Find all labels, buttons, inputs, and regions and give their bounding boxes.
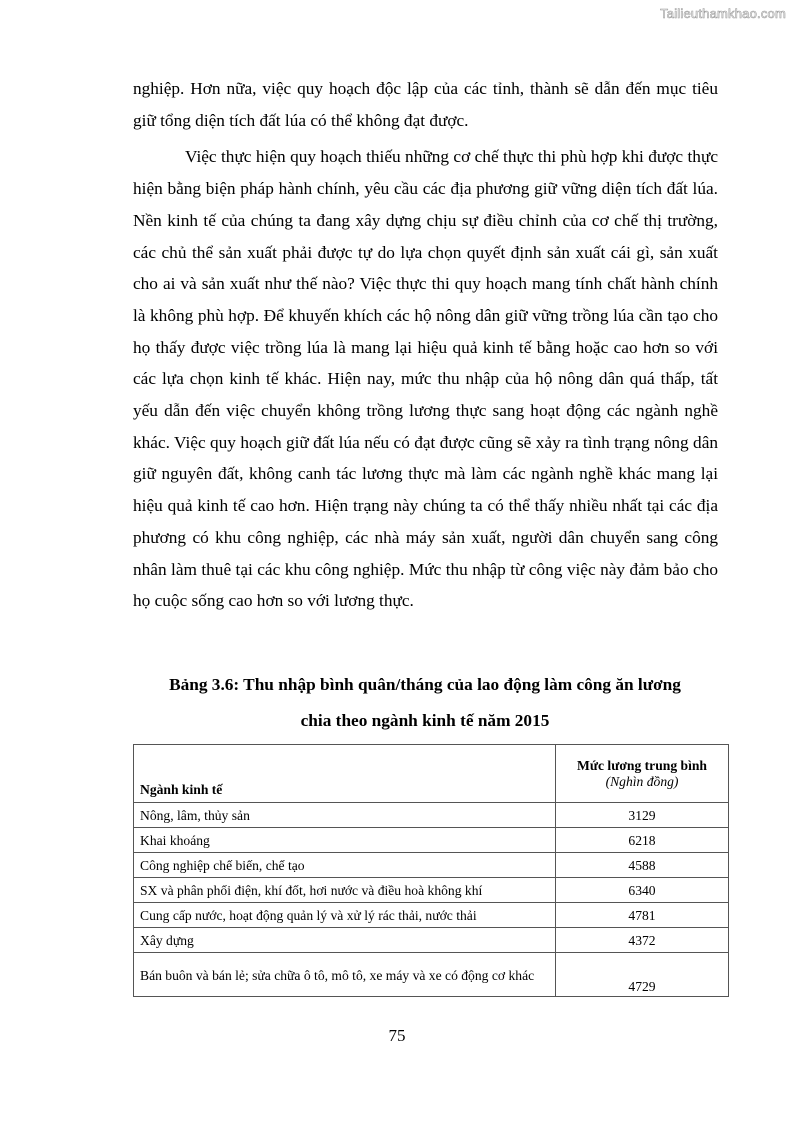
table-row	[134, 953, 729, 997]
header-salary-unit: (Nghìn đồng)	[605, 774, 679, 789]
header-sector: Ngành kinh tế	[134, 745, 556, 803]
salary-cell: 6340	[556, 878, 729, 903]
header-salary-label: Mức lương trung bình	[577, 758, 707, 773]
salary-cell: 4588	[556, 853, 729, 878]
salary-table	[133, 744, 729, 997]
paragraph-1: nghiệp. Hơn nữa, việc quy hoạch độc lập của các tỉnh, thành sẽ dẫn đến mục tiêu giữ tổng diện tích đất lúa có thể không đạt được.	[133, 79, 718, 130]
table-row	[134, 903, 729, 928]
table-header-row	[134, 745, 729, 803]
salary-cell: 4781	[556, 903, 729, 928]
table-row	[134, 828, 729, 853]
sector-cell: Nông, lâm, thủy sản	[134, 803, 556, 828]
sector-cell: SX và phân phối điện, khí đốt, hơi nước và điều hoà không khí	[134, 878, 556, 903]
body-text	[133, 73, 718, 617]
sector-cell: Cung cấp nước, hoạt động quản lý và xử lý rác thải, nước thải	[134, 903, 556, 928]
sector-cell: Xây dựng	[134, 928, 556, 953]
header-salary	[556, 745, 729, 803]
table-row	[134, 803, 729, 828]
table-caption-line-1: Bảng 3.6: Thu nhập bình quân/tháng của lao động làm công ăn lương	[169, 675, 681, 694]
paragraph-2: Việc thực hiện quy hoạch thiếu những cơ chế thực thi phù hợp khi được thực hiện bằng biện pháp hành chính, yêu cầu các địa phương giữ vững diện tích đất lúa. Nền kinh tế của chúng ta đang xây dựng chịu sự điều chỉnh của cơ chế thị trường, các chủ thể sản xuất phải được tự do lựa chọn quyết định sản xuất cái gì, sản xuất cho ai và sản xuất như thế nào? Việc thực thi quy hoạch mang tính chất hành chính là không phù hợp. Để khuyến khích các hộ nông dân giữ vững trồng lúa cần tạo cho họ thấy được việc trồng lúa là mang lại hiệu quả kinh tế bằng hoặc cao hơn so với các lựa chọn kinh tế khác. Hiện nay, mức thu nhập của hộ nông dân quá thấp, tất yếu dẫn đến việc chuyển không trồng lương thực sang hoạt động các ngành nghề khác. Việc quy hoạch giữ đất lúa nếu có đạt được cũng sẽ xảy ra tình trạng nông dân giữ nguyên đất, không canh tác lương thực mà làm các ngành nghề khác mang lại hiệu quả kinh tế cao hơn. Hiện trạng này chúng ta có thể thấy nhiều nhất tại các địa phương có khu công nghiệp, các nhà máy sản xuất, người dân chuyển sang công nhân làm thuê tại các khu công nghiệp. Mức thu nhập từ công việc này đảm bảo cho họ cuộc sống cao hơn so với lương thực.	[133, 147, 718, 611]
table-caption-line-2: chia theo ngành kinh tế năm 2015	[300, 711, 550, 730]
table-row	[134, 853, 729, 878]
salary-cell: 4372	[556, 928, 729, 953]
table-row	[134, 878, 729, 903]
sector-cell: Công nghiệp chế biến, chế tạo	[134, 853, 556, 878]
salary-cell: 6218	[556, 828, 729, 853]
salary-cell: 3129	[556, 803, 729, 828]
table-row	[134, 928, 729, 953]
sector-cell: Khai khoáng	[134, 828, 556, 853]
page-number: 75	[388, 1026, 406, 1045]
salary-cell: 4729	[556, 953, 729, 997]
watermark: Tailieuthamkhao.com	[660, 6, 786, 21]
sector-cell: Bán buôn và bán lẻ; sửa chữa ô tô, mô tô, xe máy và xe có động cơ khác	[134, 953, 556, 997]
